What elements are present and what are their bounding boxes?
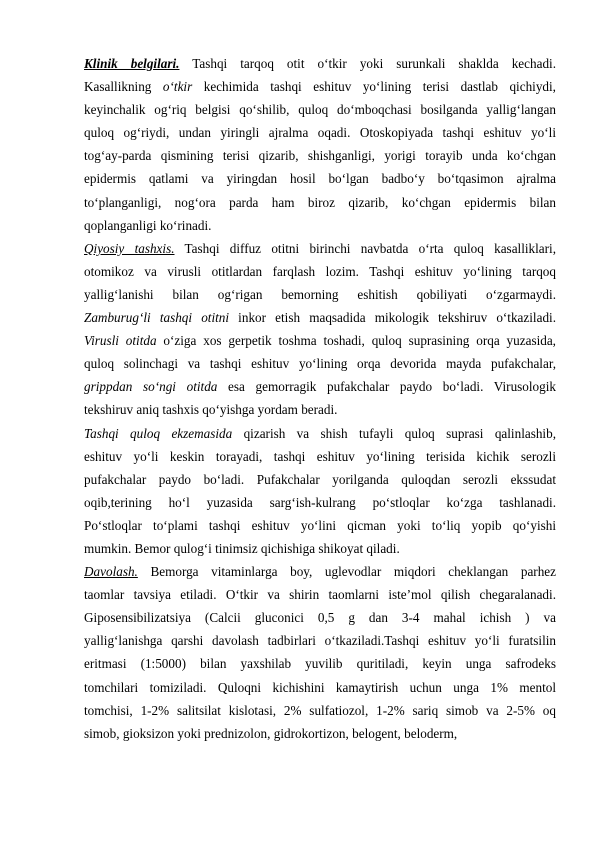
text-line [84,75,556,98]
body-text: qoplanganligi ko‘rinadi. [84,217,212,233]
body-text: Tashqi tarqoq otit o‘tkir yoki surunkali shaklda kechadi. [179,56,556,71]
body-text: taomlar tavsiya etiladi. O‘tkir va shirin taomlarni iste’mol qilish chegaralanadi. [84,587,556,603]
text-line [84,606,556,629]
text-line [84,445,556,468]
emphasized-heading-text: Virusli otitda [84,333,157,349]
body-text: yallig‘lanishga qarshi davolash tadbirlari o‘tkaziladi.Tashqi eshituv yo‘li furatsilin [84,633,556,649]
emphasized-heading-text: Zamburug‘li tashqi otitni [84,310,230,326]
text-line [84,491,556,514]
body-text: quloq og‘riydi, undan yiringli ajralma oqadi. Otoskopiyada tashqi eshituv yo‘li [84,125,556,141]
body-text: Kasallikning [84,79,163,95]
body-text: tekshiruv aniq tashxis qo‘yishga yordam beradi. [84,402,338,418]
paragraph [84,422,556,561]
body-text: mumkin. Bemor qulog‘i tinimsiz qichishiga shikoyat qiladi. [84,540,400,556]
body-text: oqib,terining ho‘l yuzasida sarg‘ish-kulrang po‘stloqlar ko‘zga tashlanadi. [84,494,556,510]
text-line [84,283,556,306]
paragraph [84,560,556,745]
body-text: Bemorga vitaminlarga boy, uglevodlar miqdori cheklangan parhez [137,564,556,580]
text-line [84,699,556,722]
text-line [84,144,556,167]
text-line [84,537,556,560]
text-line [84,329,556,352]
emphasized-heading-text: o‘tkir [162,79,193,95]
text-line [84,629,556,652]
body-text: tog‘ay-parda qismining terisi qizarib, shishganligi, yorigi torayib unda ko‘chgan [84,148,556,164]
body-text: to‘planganligi, nog‘ora parda ham biroz qizarib, ko‘chgan epidermis bilan [84,194,556,210]
text-line [84,652,556,675]
body-text: tomchisi, 1-2% salitsilat kislotasi, 2% sulfatiozol, 1-2% sariq simob va 2-5% oq [84,702,556,718]
document-body [84,52,556,745]
body-text: kechimida tashqi eshituv yo‘lining terisi dastlab qichiydi, [192,79,556,95]
text-line [84,375,556,398]
text-line [84,121,556,144]
body-text: otomikoz va virusli otitlardan farqlash lozim. Tashqi eshituv yo‘lining tarqoq [84,263,556,279]
text-line [84,260,556,283]
body-text: eshituv yo‘li keskin torayadi, tashqi eshituv yo‘lining terisida kichik serozli [84,448,556,464]
document-page [84,52,556,745]
body-text: yallig‘lanishi bilan og‘rigan bemorning eshitish qobiliyati o‘zgarmaydi. [84,286,556,302]
emphasized-heading-text: grippdan so‘ngi otitda [84,379,218,395]
body-text: tomchilari tomiziladi. Quloqni kichishini kamaytirish uchun unga 1% mentol [84,679,556,695]
text-line [84,237,556,260]
text-line [84,352,556,375]
body-text: Giposensibilizatsiya (Calcii gluconici 0,5 g dan 3-4 mahal ichish ) va [84,610,556,626]
body-text: quloq solinchagi va tashqi eshituv yo‘lining orqa devorida mayda pufakchalar, [84,356,556,372]
text-line [84,214,556,237]
text-line [84,52,556,75]
emphasized-heading-text: Tashqi quloq ekzemasida [84,425,233,441]
body-text: pufakchalar paydo bo‘ladi. Pufakchalar yorilganda quloqdan serozli ekssudat [84,471,556,487]
emphasized-heading-text: Qiyosiy tashxis. [84,240,175,256]
text-line [84,398,556,421]
body-text: epidermis qatlami va yiringdan hosil bo‘lgan badbo‘y bo‘tqasimon ajralma [84,171,556,187]
paragraph [84,52,556,237]
body-text: Tashqi diffuz otitni birinchi navbatda o‘rta quloq kasalliklari, [174,240,556,256]
text-line [84,167,556,190]
text-line [84,468,556,491]
text-line [84,560,556,583]
body-text: o‘ziga xos gerpetik toshma toshadi, quloq suprasining orqa yuzasida, [156,333,556,349]
paragraph [84,237,556,422]
text-line [84,722,556,745]
body-text: qizarish va shish tufayli quloq suprasi qalinlashib, [232,425,556,441]
body-text: keyinchalik og‘riq belgisi qo‘shilib, quloq do‘mboqchasi bosilganda yallig‘langan [84,102,556,118]
text-line [84,422,556,445]
body-text: eritmasi (1:5000) bilan yaxshilab yuvilib quritiladi, keyin unga safrodeks [84,656,556,672]
body-text: esa gemorragik pufakchalar paydo bo‘ladi. Virusologik [217,379,556,395]
emphasized-heading-text: Klinik belgilari. [84,56,180,71]
body-text: inkor etish maqsadida mikologik tekshiruv o‘tkaziladi. [229,310,556,326]
emphasized-heading-text: Davolash. [84,564,138,580]
text-line [84,191,556,214]
body-text: Po‘stloqlar to‘plami tashqi eshituv yo‘lini qicman yoki to‘liq yopib qo‘yishi [84,517,556,533]
body-text: simob, gioksizon yoki prednizolon, gidrokortizon, belogent, beloderm, [84,725,458,741]
text-line [84,514,556,537]
text-line [84,676,556,699]
text-line [84,583,556,606]
text-line [84,306,556,329]
text-line [84,98,556,121]
